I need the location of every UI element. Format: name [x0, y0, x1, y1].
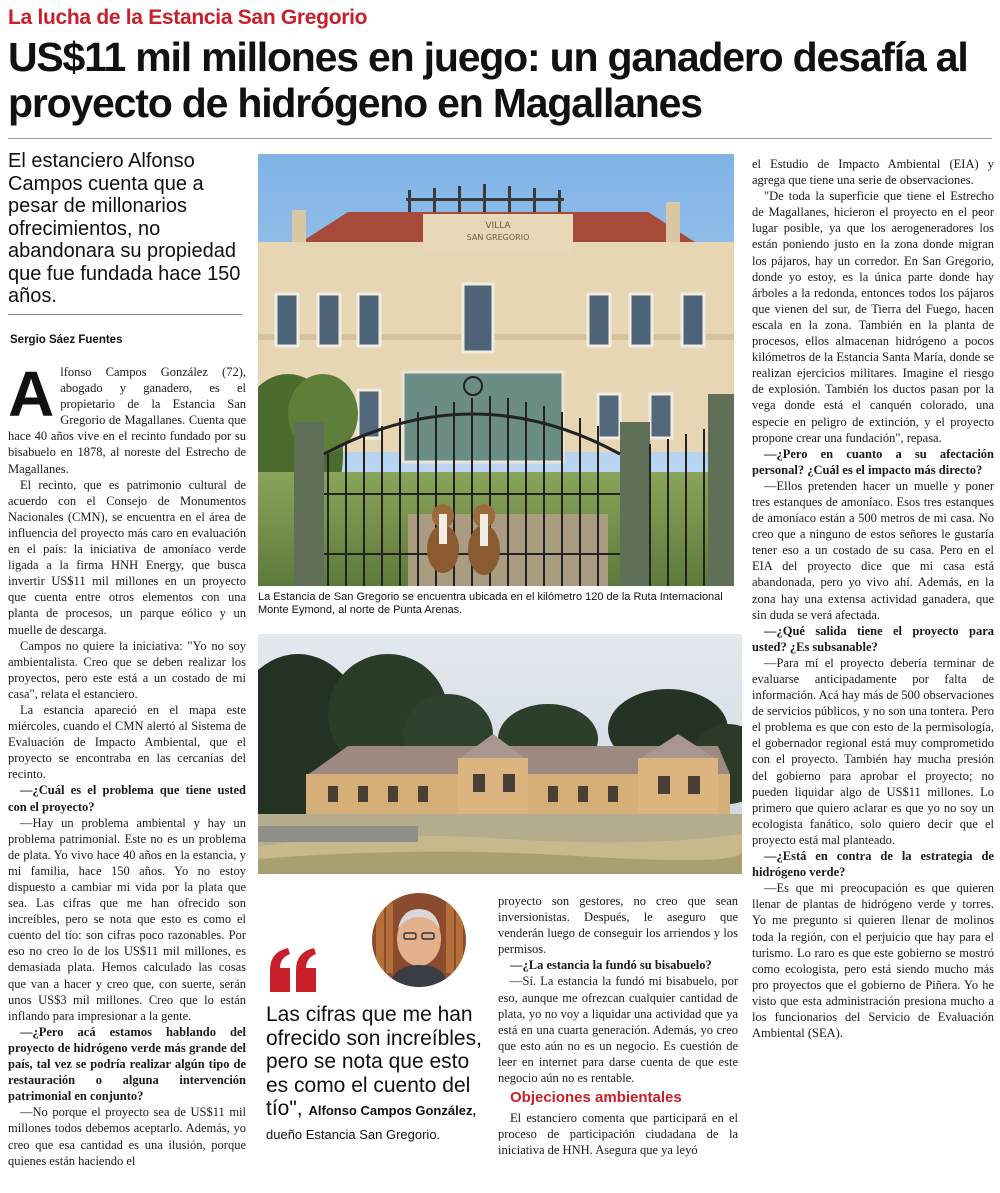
divider — [8, 314, 242, 315]
paragraph: el Estudio de Impacto Ambiental (EIA) y agrega que tiene una serie de observaciones. — [752, 157, 994, 188]
pull-quote-role: dueño Estancia San Gregorio. — [266, 1126, 441, 1142]
paragraph: "De toda la superficie que tiene el Estrecho de Magallanes, hicieron el proyecto en el peor lugar posible, ya que los aerogeneradores los están poniendo justo en la zona donde migran los pájaros, hay un corredor. En San Gregorio, donde yo estoy, es la única parte donde hay árboles a la redonda, entonces todos los pájaros que vienen del sur, de Tierra del Fuego, hacen escala en la zona. También en la planta de procesos, ellos almacenan hidrógeno a pocos kilómetros de la Estancia Santa María, donde se realizan ejercicios militares. Imagine el riesgo de explosión. También los ductos pasan por la vega donde está el canquén colorado, una especie en peligro de extinción, y el proyecto propone crear una fundación", repasa. — [752, 189, 994, 445]
paragraph: El estanciero comenta que participará en el proceso de participación ciudadana de la iniciativa de HNH. Asegura que ya leyó — [498, 1111, 738, 1158]
interview-answer: —Sí. La estancia la fundó mi bisabuelo, por eso, aunque me ofrezcan cualquier cantidad de plata, yo no voy a liquidar una actividad que ya está en una cuarta generación. Además, yo creo que esto aún no es un negocio. Es cuestión de leer en internet para darse cuenta de que este negocio aún no es rentable. — [498, 974, 738, 1086]
estancia-mansion-photo — [258, 154, 734, 586]
sign-text-bottom: SAN GREGORIO — [466, 233, 530, 242]
lead-paragraph — [8, 364, 246, 477]
photo-caption: La Estancia de San Gregorio se encuentra ubicada en el kilómetro 120 de la Ruta Internacional Monte Eymond, al norte de Punta Arenas. — [258, 591, 723, 616]
pull-quote — [266, 1003, 494, 1144]
interview-answer: —Para mí el proyecto debería terminar de evaluarse anticipadamente por falta de información. Acá hay más de 500 observaciones de servicios públicos, y no son una tontera. Pero el problema es que con esto de la permisología, el gobernador regional está muy comprometido con el proyecto. También hay mucha presión del gobierno para aprobar el proyecto; no pueden liquidar algo de US$11 millones. Lo primero que quiero aclarar es que yo no soy un ecologista fanático, solo quiero decir que el proyecto está mal planteado. — [752, 655, 994, 847]
section-kicker: La lucha de la Estancia San Gregorio — [8, 6, 368, 29]
interviewee-portrait — [372, 893, 466, 987]
interview-question: —¿Está en contra de la estrategia de hidrógeno verde? — [752, 849, 994, 880]
interview-question: —¿Qué salida tiene el proyecto para usted? ¿Es subsanable? — [752, 623, 994, 654]
estancia-buildings-photo — [258, 634, 742, 874]
article-column-3 — [498, 893, 738, 1191]
article-column-4 — [752, 156, 994, 1191]
paragraph: La estancia apareció en el mapa este miércoles, cuando el CMN alertó al Sistema de Evaluación de Impacto Ambiental, que el proyecto se encontraba en las cercanías del recinto. — [8, 702, 246, 782]
lead-text: lfonso Campos González (72), abogado y ganadero, es el propietario de la Estancia San Gregorio de Magallanes. Cuenta que hace 40 años vive en el recinto fundado por su bisabuelo en 1878, al noreste del Estrecho de Magallanes. — [8, 365, 246, 476]
interview-answer: —Ellos pretenden hacer un muelle y poner tres estanques de amoníaco. Esos tres estanques de amoníaco están a 500 metros de mi casa. No creo que a ninguno de estos señores le gustaría tener eso a un costado de su casa. Pero en el EIA del proyecto dice que mi casa está abandonada, pero yo vivo ahí. Además, en la zona hay una extensa actividad ganadera, que sin duda se verá afectada. — [752, 478, 994, 622]
quote-mark-icon — [266, 940, 322, 996]
interview-question: —¿Cuál es el problema que tiene usted con el proyecto? — [8, 783, 246, 814]
paragraph: proyecto son gestores, no creo que sean inversionistas. Después, le aseguro que venderán luego de conseguir los arriendos y los permisos. — [498, 894, 738, 957]
sign-text-top: VILLA — [485, 221, 511, 231]
interview-question: —¿La estancia la fundó su bisabuelo? — [510, 958, 712, 973]
interview-question: —¿Pero acá estamos hablando del proyecto de hidrógeno verde más grande del país, tal vez se podría realizar algún tipo de restauración o alguna intervención patrimonial en conjunto? — [8, 1024, 246, 1104]
interview-answer: —Es que mi preocupación es que quieren llenar de plantas de hidrógeno verde y torres. Yo me pregunto si quieren llenar de molinos toda la región, con el perjuicio que hay para el turismo. Lo raro es que este gobierno se mostró como ecologista, pero está siendo mucho más pro proyectos que el gobierno de Piñera. Yo he visto que esta administración presiona mucho a los funcionarios del Servicio de Evaluación Ambiental (SEA). — [752, 881, 994, 1041]
paragraph: El recinto, que es patrimonio cultural de acuerdo con el Consejo de Monumentos Nacionales (CMN), se encuentra en el área de influencia del proyecto más caro en evaluación en el país: la iniciativa de amoníaco verde ligada a la firma HNH Energy, que busca invertir US$11 mil millones en un proyecto que cuenta entre otros elementos con una planta de procesos, un parque eólico y un muelle de descarga. — [8, 477, 246, 637]
interview-answer: —No porque el proyecto sea de US$11 mil millones todos debemos aceptarlo. Además, yo creo que esa cantidad es una ilusión, porque quienes están haciendo el — [8, 1105, 246, 1168]
byline: Sergio Sáez Fuentes — [10, 334, 123, 346]
article-deck: El estanciero Alfonso Campos cuenta que a pesar de millonarios ofrecimientos, no abandonara su propiedad que fue fundada hace 150 años. — [8, 150, 241, 307]
section-subhead: Objeciones ambientales — [510, 1089, 682, 1107]
drop-cap: A — [8, 364, 55, 430]
article-headline: US$11 mil millones en juego: un ganadero desafía al proyecto de hidrógeno en Magallanes — [8, 34, 968, 126]
paragraph: Campos no quiere la iniciativa: "Yo no soy ambientalista. Creo que se deben realizar los proyectos, pero este está a un costado de mi casa", relata el estanciero. — [8, 638, 246, 701]
pull-quote-text: Las cifras que me han ofrecido son increíbles, pero se nota que esto es como el cuento del tío", — [266, 1003, 482, 1120]
interview-answer: —Hay un problema ambiental y hay un problema patrimonial. Este no es un problema de plata. Yo vivo hace 40 años en la estancia, y mi familia, hace 150 años. Yo no estoy dispuesto a cambiar mi vida por la plata que sea. Las cifras que me han ofrecido son increíbles, pero se nota que esto es como el cuento del tío: son cifras poco razonables. Por eso no creo lo de los US$11 mil millones, es demasiada plata. Hemos calculado las cosas que van a hacer y creo que, con suerte, serán unos US$3 mil millones. Creo que lo están inflando para impresionar a la gente. — [8, 815, 246, 1023]
divider — [8, 138, 992, 139]
pull-quote-name: Alfonso Campos González, — [308, 1103, 477, 1118]
interview-question: —¿Pero en cuanto a su afectación personal? ¿Cuál es el impacto más directo? — [752, 446, 994, 477]
article-column-1 — [8, 364, 246, 1190]
